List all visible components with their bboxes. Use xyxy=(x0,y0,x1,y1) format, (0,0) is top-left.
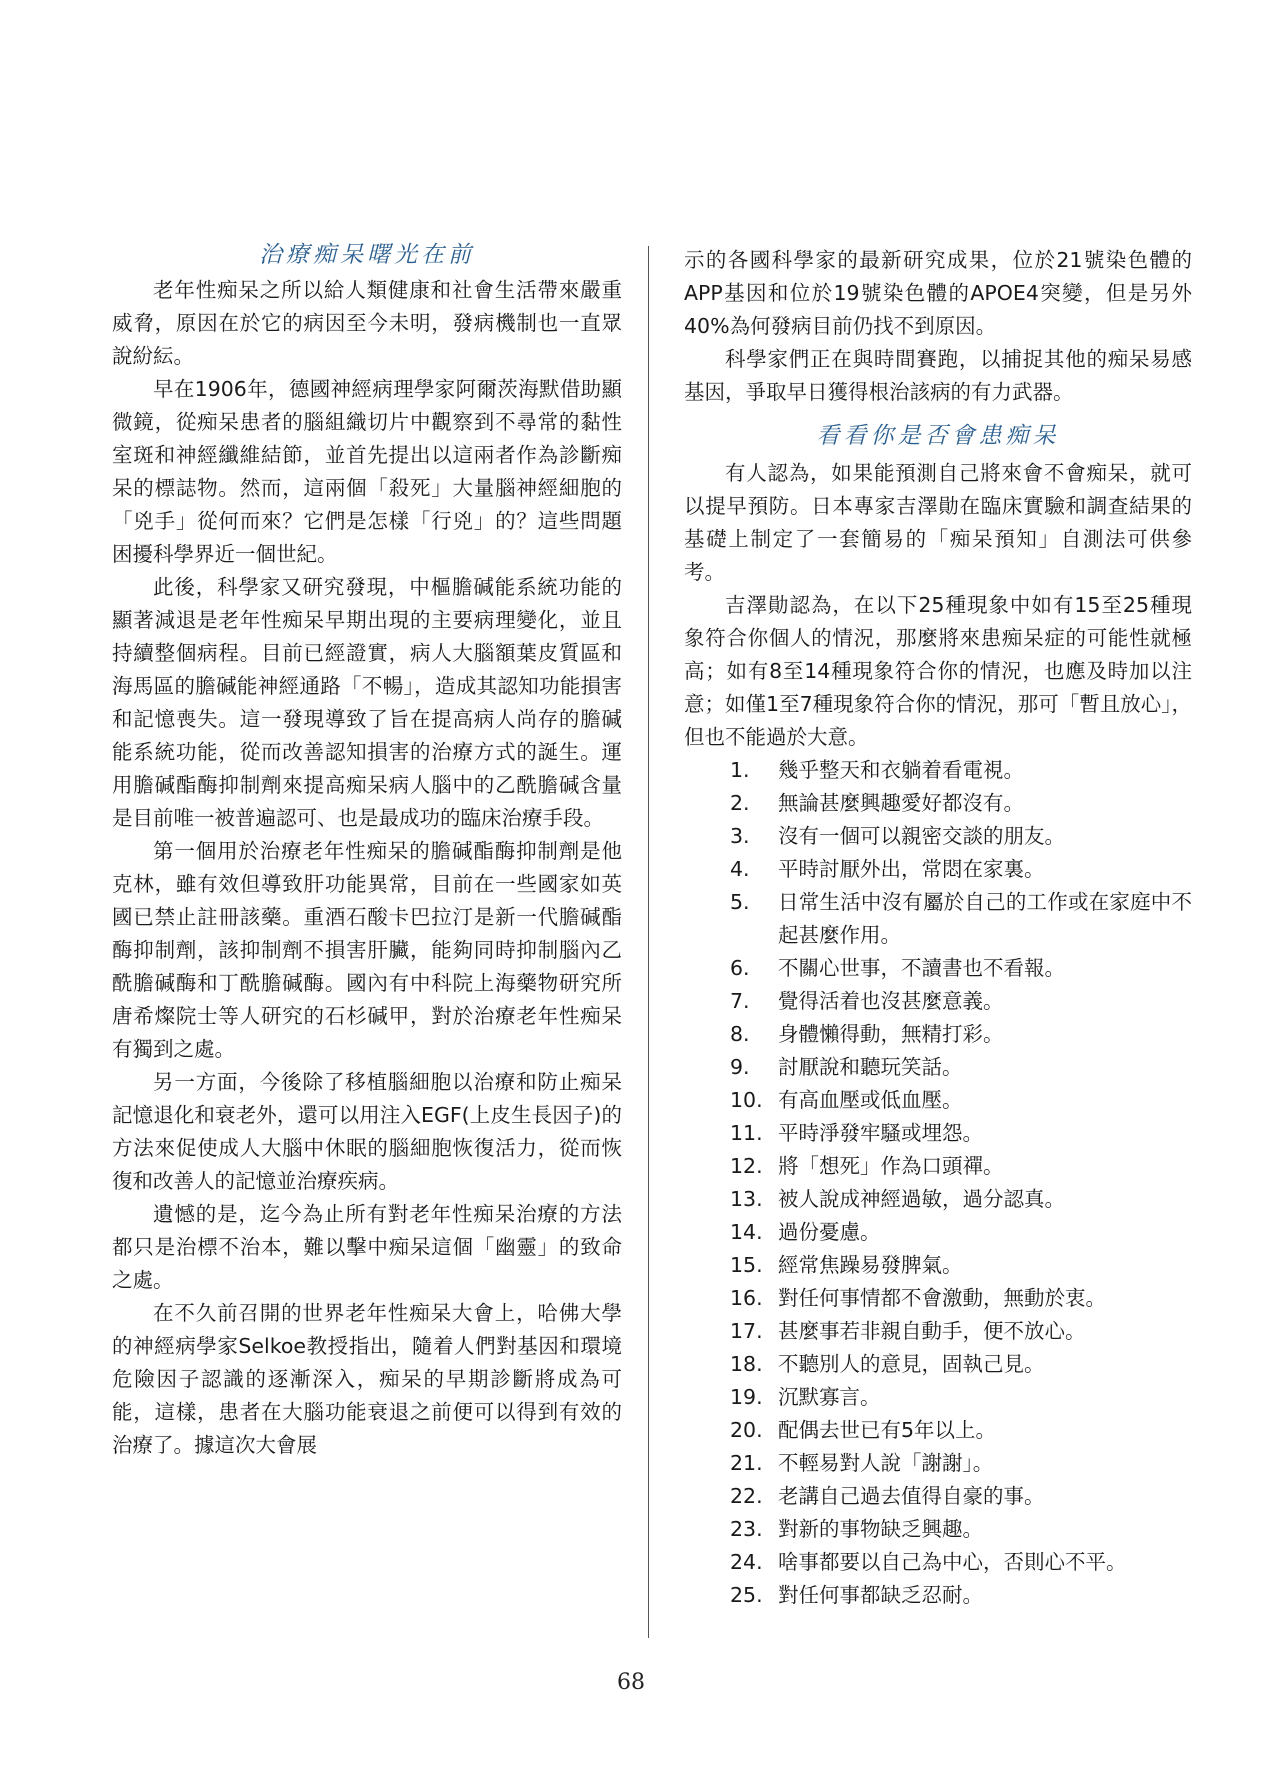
list-item xyxy=(730,1381,1192,1414)
list-item-number: 2. xyxy=(730,791,750,815)
list-item-number: 12. xyxy=(730,1154,763,1178)
list-item xyxy=(730,1447,1192,1480)
list-item-number: 10. xyxy=(730,1088,763,1112)
section-heading-treatment: 治療痴呆曙光在前 xyxy=(259,242,475,268)
paragraph: 此後，科學家又研究發現，中樞膽碱能系統功能的顯著減退是老年性痴呆早期出現的主要病理變化，並且持續整個病程。目前已經證實，病人大腦額葉皮質區和海馬區的膽碱能神經通路「不暢」，造成其認知功能損害和記憶喪失。這一發現導致了旨在提高病人尚存的膽碱能系統功能，從而改善認知損害的治療方式的誕生。運用膽碱酯酶抑制劑來提高痴呆病人腦中的乙酰膽碱含量是目前唯一被普遍認可、也是最成功的臨床治療手段。 xyxy=(112,575,622,830)
list-item xyxy=(730,952,1192,985)
list-item-text: 不聽別人的意見，固執己見。 xyxy=(778,1352,1045,1376)
paragraph: 早在1906年，德國神經病理學家阿爾茨海默借助顯微鏡，從痴呆患者的腦組織切片中觀察到不尋常的黏性室斑和神經纖維結節，並首先提出以這兩者作為診斷痴呆的標誌物。然而，這兩個「殺死」大量腦神經細胞的「兇手」從何而來？它們是怎樣「行兇」的？這些問題困擾科學界近一個世紀。 xyxy=(112,377,622,566)
left-column xyxy=(112,238,622,1462)
list-item xyxy=(730,1315,1192,1348)
list-item-number: 22. xyxy=(730,1484,763,1508)
list-item xyxy=(730,886,1192,952)
list-item-text: 老講自己過去值得自豪的事。 xyxy=(778,1484,1045,1508)
list-item-text: 經常焦躁易發脾氣。 xyxy=(778,1253,963,1277)
list-item xyxy=(730,1480,1192,1513)
list-item-number: 6. xyxy=(730,956,750,980)
list-item xyxy=(730,1084,1192,1117)
list-item-number: 25. xyxy=(730,1583,763,1607)
list-item-number: 3. xyxy=(730,824,750,848)
list-item-number: 20. xyxy=(730,1418,763,1442)
list-item xyxy=(730,853,1192,886)
list-item-text: 討厭說和聽玩笑話。 xyxy=(778,1055,963,1079)
list-item xyxy=(730,1117,1192,1150)
paragraph: 在不久前召開的世界老年性痴呆大會上，哈佛大學的神經病學家Selkoe教授指出，隨着人們對基因和環境危險因子認識的逐漸深入，痴呆的早期診斷將成為可能，這樣，患者在大腦功能衰退之前便可以得到有效的治療了。據這次大會展 xyxy=(112,1301,622,1457)
list-item-text: 甚麼事若非親自動手，便不放心。 xyxy=(778,1319,1086,1343)
list-item-text: 將「想死」作為口頭禪。 xyxy=(778,1154,1004,1178)
right-column xyxy=(684,244,1192,1612)
list-item-text: 幾乎整天和衣躺着看電視。 xyxy=(778,758,1024,782)
list-item-text: 身體懶得動，無精打彩。 xyxy=(778,1022,1004,1046)
list-item-number: 8. xyxy=(730,1022,750,1046)
paragraph-continued: 示的各國科學家的最新研究成果，位於21號染色體的APP基因和位於19號染色體的APOE4突變，但是另外40%為何發病目前仍找不到原因。 xyxy=(684,248,1192,338)
list-item xyxy=(730,1546,1192,1579)
list-item xyxy=(730,1051,1192,1084)
paragraph: 另一方面，今後除了移植腦細胞以治療和防止痴呆記憶退化和衰老外，還可以用注入EGF(上皮生長因子)的方法來促使成人大腦中休眠的腦細胞恢復活力，從而恢復和改善人的記憶並治療疾病。 xyxy=(112,1070,622,1193)
list-item-number: 13. xyxy=(730,1187,763,1211)
list-item xyxy=(730,1282,1192,1315)
list-item-number: 1. xyxy=(730,758,750,782)
list-item-text: 沒有一個可以親密交談的朋友。 xyxy=(778,824,1065,848)
list-item-text: 對任何事都缺乏忍耐。 xyxy=(778,1583,983,1607)
symptom-list xyxy=(684,754,1192,1612)
list-item xyxy=(730,754,1192,787)
list-item-number: 9. xyxy=(730,1055,750,1079)
section-heading-self-test: 看看你是否會患痴呆 xyxy=(816,423,1060,449)
list-item-number: 5. xyxy=(730,890,750,914)
paragraph: 第一個用於治療老年性痴呆的膽碱酯酶抑制劑是他克林，雖有效但導致肝功能異常，目前在一些國家如英國已禁止註冊該藥。重酒石酸卡巴拉汀是新一代膽碱酯酶抑制劑，該抑制劑不損害肝臟，能夠同時抑制腦內乙酰膽碱酶和丁酰膽碱酶。國內有中科院上海藥物研究所唐希燦院士等人研究的石杉碱甲，對於治療老年性痴呆有獨到之處。 xyxy=(112,839,622,1061)
list-item xyxy=(730,1183,1192,1216)
list-item-text: 覺得活着也沒甚麼意義。 xyxy=(778,989,1004,1013)
list-item-text: 被人說成神經過敏，過分認真。 xyxy=(778,1187,1065,1211)
paragraph: 吉澤勛認為，在以下25種現象中如有15至25種現象符合你個人的情況，那麼將來患痴呆症的可能性就極高；如有8至14種現象符合你的情況，也應及時加以注意；如僅1至7種現象符合你的情況，那可「暫且放心」，但也不能過於大意。 xyxy=(684,593,1192,749)
list-item-number: 16. xyxy=(730,1286,763,1310)
list-item xyxy=(730,820,1192,853)
paragraph: 老年性痴呆之所以給人類健康和社會生活帶來嚴重威脅，原因在於它的病因至今未明，發病機制也一直眾說紛紜。 xyxy=(112,278,622,368)
list-item-number: 4. xyxy=(730,857,750,881)
column-divider xyxy=(648,246,649,1638)
list-item-text: 對任何事情都不會激動，無動於衷。 xyxy=(778,1286,1106,1310)
list-item-number: 11. xyxy=(730,1121,763,1145)
list-item-text: 啥事都要以自己為中心，否則心不平。 xyxy=(778,1550,1127,1574)
list-item-number: 14. xyxy=(730,1220,763,1244)
list-item xyxy=(730,1579,1192,1612)
list-item-number: 15. xyxy=(730,1253,763,1277)
list-item xyxy=(730,1249,1192,1282)
list-item-text: 配偶去世已有5年以上。 xyxy=(778,1418,997,1442)
list-item xyxy=(730,787,1192,820)
list-item xyxy=(730,985,1192,1018)
list-item-number: 17. xyxy=(730,1319,763,1343)
paragraph: 有人認為，如果能預測自己將來會不會痴呆，就可以提早預防。日本專家吉澤勛在臨床實驗和調查結果的基礎上制定了一套簡易的「痴呆預知」自測法可供參考。 xyxy=(684,461,1192,584)
list-item xyxy=(730,1414,1192,1447)
list-item-text: 平時討厭外出，常悶在家裏。 xyxy=(778,857,1045,881)
list-item-number: 21. xyxy=(730,1451,763,1475)
list-item-text: 對新的事物缺乏興趣。 xyxy=(778,1517,983,1541)
list-item-text: 日常生活中沒有屬於自己的工作或在家庭中不起甚麼作用。 xyxy=(778,890,1192,947)
list-item-number: 23. xyxy=(730,1517,763,1541)
list-item-text: 過份憂慮。 xyxy=(778,1220,881,1244)
paragraph: 遺憾的是，迄今為止所有對老年性痴呆治療的方法都只是治標不治本，難以擊中痴呆這個「幽靈」的致命之處。 xyxy=(112,1202,622,1292)
list-item-text: 有高血壓或低血壓。 xyxy=(778,1088,963,1112)
list-item-text: 不關心世事，不讀書也不看報。 xyxy=(778,956,1065,980)
page-number: 68 xyxy=(617,1670,645,1695)
list-item xyxy=(730,1216,1192,1249)
list-item xyxy=(730,1150,1192,1183)
list-item-number: 18. xyxy=(730,1352,763,1376)
list-item-text: 沉默寡言。 xyxy=(778,1385,881,1409)
list-item-number: 24. xyxy=(730,1550,763,1574)
list-item-number: 19. xyxy=(730,1385,763,1409)
list-item xyxy=(730,1513,1192,1546)
list-item-text: 平時淨發牢騷或埋怨。 xyxy=(778,1121,983,1145)
list-item-text: 無論甚麼興趣愛好都沒有。 xyxy=(778,791,1024,815)
list-item-text: 不輕易對人說「謝謝」。 xyxy=(778,1451,994,1475)
list-item xyxy=(730,1018,1192,1051)
list-item xyxy=(730,1348,1192,1381)
list-item-number: 7. xyxy=(730,989,750,1013)
paragraph: 科學家們正在與時間賽跑，以捕捉其他的痴呆易感基因，爭取早日獲得根治該病的有力武器。 xyxy=(684,347,1192,404)
